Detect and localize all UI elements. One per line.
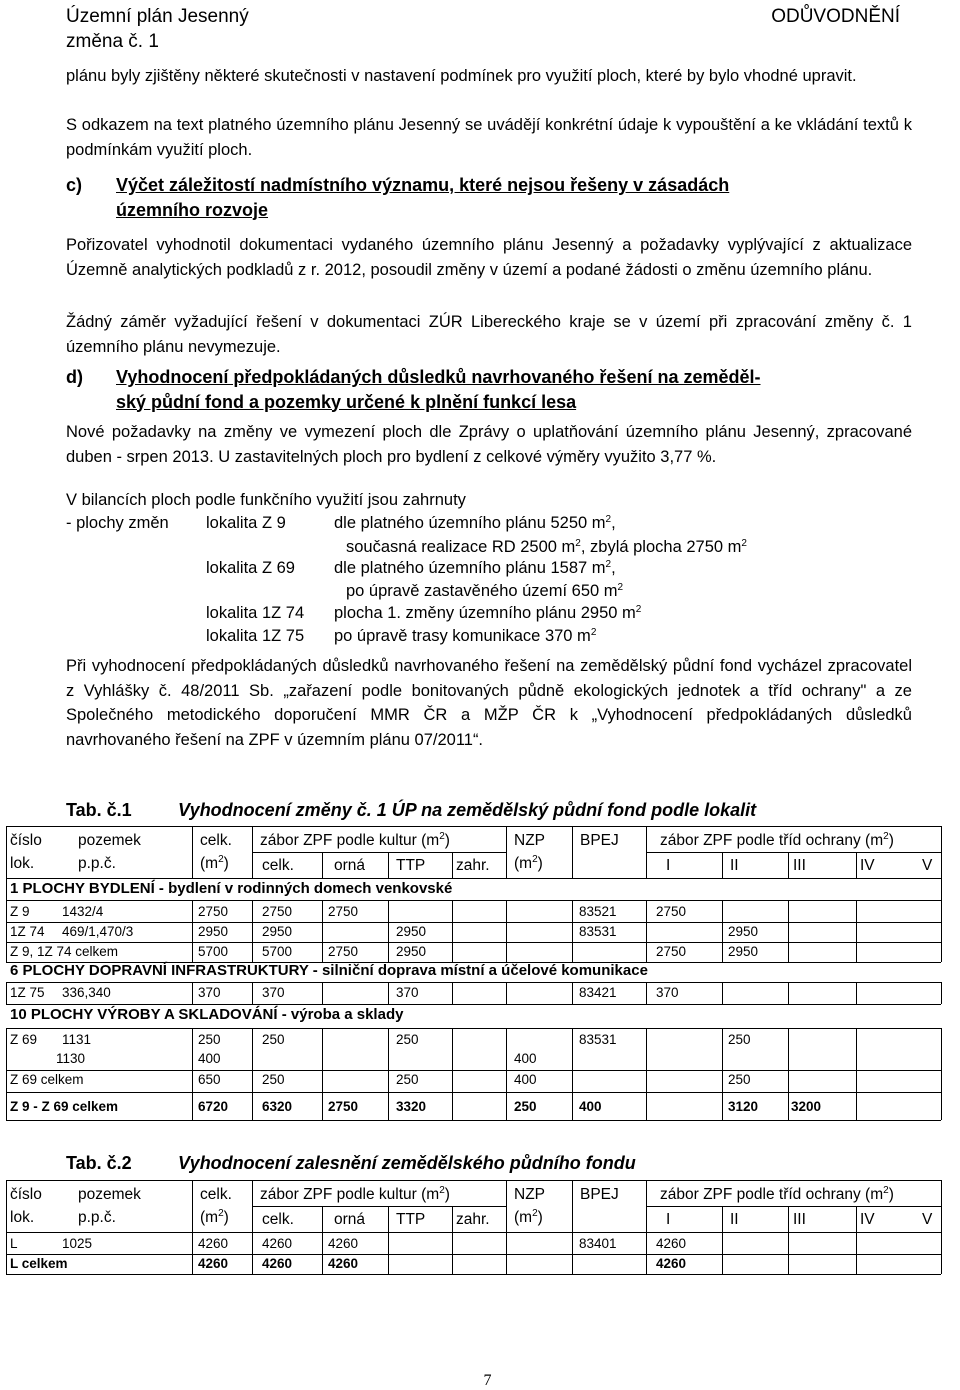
list-item-description: dle platného územního plánu 1587 $m^2$, [334, 559, 616, 577]
table-rule [252, 1206, 506, 1207]
cell-c3: 3200 [791, 1099, 822, 1114]
table-rule [572, 982, 573, 1004]
section-c-title-1: Výčet záležitostí nadmístního významu, které nejsou řešeny v zásadách [116, 175, 730, 195]
header-bpej: BPEJ [580, 1186, 619, 1203]
table-rule [6, 982, 7, 1004]
header-class-I: I [666, 1211, 671, 1228]
table-rule [572, 1028, 573, 1120]
table-rule [6, 1180, 7, 1232]
cell-kc: 250 [262, 1032, 285, 1047]
header-pozemek: pozemek [78, 832, 141, 849]
cell-ttp: 370 [396, 985, 419, 1000]
header-ppc: p.p.č. [78, 855, 116, 872]
table-rule [722, 1028, 723, 1120]
cell-bpej: 83531 [579, 924, 617, 939]
header-lok: lok. [10, 855, 35, 872]
table-rule [252, 852, 506, 853]
list-item-location: lokalita Z 9 [206, 514, 286, 532]
table-rule [941, 982, 942, 1004]
cell-c1: 2750 [656, 944, 687, 959]
cell-c2: 250 [728, 1032, 751, 1047]
table-rule [6, 1070, 941, 1071]
title-line-1: Územní plán Jesenný [66, 6, 249, 27]
table-rule [252, 900, 253, 962]
table-rule [506, 900, 507, 962]
header-ttp: TTP [396, 857, 426, 874]
table-rule [6, 1004, 941, 1005]
table-rule [856, 1028, 857, 1120]
header-celk-2: celk. [262, 1211, 294, 1228]
section-d-paragraph-2: V bilancích ploch podle funkčního využití jsou zahrnuty [66, 491, 466, 509]
header-celk-2: celk. [262, 857, 294, 874]
cell-orna: 4260 [328, 1236, 359, 1251]
table-rule [722, 982, 723, 1004]
list-item-description: po úpravě trasy komunikace 370 $m^2$ [334, 627, 597, 645]
cell-lok: 1Z 75 [10, 985, 45, 1000]
header-class-IV: IV [860, 857, 875, 874]
table-rule [6, 1092, 941, 1093]
cell-bpej: 83521 [579, 904, 617, 919]
table-rule [6, 1028, 941, 1029]
cell-orna: 4260 [328, 1256, 359, 1271]
section-d-title-1: Vyhodnocení předpokládaných důsledků navrhovaného řešení na zeměděl- [116, 367, 761, 387]
table-rule [6, 878, 941, 879]
document-title [66, 4, 249, 54]
intro-paragraph-1: plánu byly zjištěny některé skutečnosti v nastavení podmínek pro využití ploch, které by bylo vhodné upravit. [66, 67, 857, 85]
cell-bpej: 83531 [579, 1032, 617, 1047]
cell-pozemek: 469/1,470/3 [62, 924, 134, 939]
header-class-III: III [793, 1211, 806, 1228]
table-rule [941, 1028, 942, 1120]
header-bpej: BPEJ [580, 832, 619, 849]
header-pozemek: pozemek [78, 1186, 141, 1203]
table-rule [6, 1028, 7, 1120]
cell-c2: 250 [728, 1072, 751, 1087]
header-trid: zábor ZPF podle tříd ochrany $(m^2)$ [660, 1185, 894, 1203]
table2-title: Vyhodnocení zalesnění zemědělského půdního fondu [178, 1153, 636, 1173]
header-m2: $(m^2)$ [200, 854, 229, 872]
cell-bpej: 83421 [579, 985, 617, 1000]
table-rule [646, 1180, 647, 1232]
table-rule [941, 1180, 942, 1232]
cell-c1: 370 [656, 985, 679, 1000]
table-rule [6, 900, 7, 962]
header-zahr: zahr. [456, 1211, 490, 1228]
table-rule [6, 1274, 941, 1275]
cell-celk: 4260 [198, 1256, 229, 1271]
header-class-V: V [922, 857, 933, 874]
cell-orna: 2750 [328, 1099, 359, 1114]
table-rule [452, 1232, 453, 1274]
table-rule [572, 1232, 573, 1274]
header-lok: lok. [10, 1209, 35, 1226]
list-item-location: lokalita 1Z 74 [206, 604, 305, 622]
table-rule [646, 1028, 647, 1120]
cell-c1: 2750 [656, 904, 687, 919]
section-heading: ODŮVODNĚNÍ [771, 6, 900, 27]
table-rule [646, 826, 647, 878]
header-class-II: II [730, 857, 739, 874]
cell-celk: 250 [198, 1032, 221, 1047]
cell-kc: 2950 [262, 924, 293, 939]
section-d-paragraph-3: Při vyhodnocení předpokládaných důsledků navrhovaného řešení na zemědělský půdní fond vycházel zpracovatel z Vyhlášky č. 48/2011 Sb. „zařazení podle bonitovaných půdně ekologických jednotek a tříd ochrany" a ze Společného metodického doporučení MMR ČR a MŽP ČR k „Vyhodnocení předpokládaných důsledků navrhovaného řešení na ZPF v územním plánu 07/2011“. [66, 657, 912, 749]
table-rule [252, 1232, 253, 1274]
table-rule [856, 900, 857, 962]
cell-lok: Z 9, 1Z 74 celkem [10, 944, 119, 959]
table-rule [6, 1232, 7, 1274]
cell-lok: Z 69 [10, 1032, 38, 1047]
table-rule [252, 826, 253, 878]
header-orna: orná [334, 857, 366, 874]
table-rule [322, 1028, 323, 1120]
table-rule [322, 852, 323, 878]
table-rule [506, 826, 507, 878]
table-rule [646, 900, 647, 962]
table-rule [388, 1028, 389, 1120]
table-rule [788, 1232, 789, 1274]
table-rule [6, 826, 7, 878]
table-rule [722, 852, 723, 878]
cell-pozemek: 336,340 [62, 985, 111, 1000]
section-d-paragraph-1: Nové požadavky na změny ve vymezení ploch dle Zprávy o uplatňování územního plánu Jesenný, zpracované duben - srpen 2013. U zastavitelných ploch pro bydlení z celkové výměry využito 3,77 %. [66, 423, 912, 466]
cell-kc: 250 [262, 1072, 285, 1087]
header-kultur: zábor ZPF podle kultur $(m^2)$ [260, 1185, 450, 1203]
list-item-description: plocha 1. změny územního plánu 2950 $m^2$ [334, 604, 642, 622]
table-rule [452, 1206, 453, 1232]
cell-ttp: 250 [396, 1072, 419, 1087]
table-rule [6, 1232, 941, 1233]
table1-number: Tab. č.1 [66, 800, 132, 820]
table-rule [6, 1120, 941, 1121]
table-rule [322, 900, 323, 962]
cell-ttp: 250 [396, 1032, 419, 1047]
table-rule [6, 1180, 941, 1181]
section-row-title: 10 PLOCHY VÝROBY A SKLADOVÁNÍ - výroba a sklady [10, 1006, 404, 1023]
list-label: - plochy změn [66, 514, 169, 532]
cell-lok: 1Z 74 [10, 924, 45, 939]
table1-title: Vyhodnocení změny č. 1 ÚP na zemědělský půdní fond podle lokalit [178, 800, 757, 820]
cell-celk: 370 [198, 985, 221, 1000]
header-zahr: zahr. [456, 857, 490, 874]
header-m2: $(m^2)$ [200, 1208, 229, 1226]
table-rule [322, 1232, 323, 1274]
cell-pozemek: 1432/4 [62, 904, 104, 919]
table-rule [322, 982, 323, 1004]
list-item-location: lokalita Z 69 [206, 559, 295, 577]
header-nzp-m2: $(m^2)$ [514, 1208, 543, 1226]
table2-number: Tab. č.2 [66, 1153, 132, 1173]
table-rule [572, 1180, 573, 1232]
cell-kc: 2750 [262, 904, 293, 919]
table-rule [788, 1206, 789, 1232]
section-d-heading [66, 365, 926, 415]
cell-kc: 5700 [262, 944, 293, 959]
table-rule [192, 1180, 193, 1232]
table-rule [388, 852, 389, 878]
section-row-title: 6 PLOCHY DOPRAVNÍ INFRASTRUKTURY - silniční doprava místní a účelové komunikace [10, 962, 648, 979]
table-rule [788, 982, 789, 1004]
cell-ttp: 3320 [396, 1099, 427, 1114]
table-rule [572, 826, 573, 878]
list-item-description: po úpravě zastavěného území 650 $m^2$ [346, 582, 624, 600]
table-rule [646, 852, 941, 853]
table-rule [506, 1232, 507, 1274]
table-rule [192, 1028, 193, 1120]
header-nzp: NZP [514, 832, 545, 849]
table-rule [6, 922, 941, 923]
table-rule [788, 900, 789, 962]
table-rule [788, 852, 789, 878]
cell-kc: 4260 [262, 1236, 293, 1251]
table-rule [388, 1206, 389, 1232]
cell-celk: 6720 [198, 1099, 229, 1114]
table-rule [722, 1206, 723, 1232]
section-c-heading [66, 173, 926, 223]
table-rule [388, 1232, 389, 1274]
cell-nzp: 250 [514, 1099, 537, 1114]
cell-celk: 4260 [198, 1236, 229, 1251]
header-ttp: TTP [396, 1211, 426, 1228]
table-rule [788, 1028, 789, 1120]
table-rule [252, 1180, 253, 1232]
cell-celk: 2750 [198, 904, 229, 919]
cell-lok: Z 9 - Z 69 celkem [10, 1099, 119, 1114]
section-row-title: 1 PLOCHY BYDLENÍ - bydlení v rodinných domech venkovské [10, 880, 453, 897]
header-class-II: II [730, 1211, 739, 1228]
cell-pozemek: 1025 [62, 1236, 93, 1251]
page-number: 7 [483, 1372, 492, 1389]
cell-nzp: 400 [514, 1072, 537, 1087]
table-rule [722, 900, 723, 962]
table2 [6, 1180, 941, 1276]
table2-caption [66, 1153, 916, 1177]
cell-c1: 4260 [656, 1256, 687, 1271]
header-ppc: p.p.č. [78, 1209, 116, 1226]
table-rule [6, 1254, 941, 1255]
cell-pozemek: 1131 [62, 1032, 92, 1047]
cell-celk: 5700 [198, 944, 229, 959]
cell-c2: 2950 [728, 944, 759, 959]
title-line-2: změna č. 1 [66, 31, 159, 52]
table-rule [722, 1232, 723, 1274]
intro-paragraph-2: S odkazem na text platného územního plánu Jesenný se uvádějí konkrétní údaje k vypouštění a ke vkládání textů k podmínkám využití ploch. [66, 116, 912, 159]
section-c-paragraph-2: Žádný záměr vyžadující řešení v dokumentaci ZÚR Libereckého kraje se v území při zpracování změny č. 1 územního plánu nevymezuje. [66, 313, 912, 356]
table-rule [252, 982, 253, 1004]
table-rule [856, 852, 857, 878]
header-celk: celk. [200, 832, 232, 849]
table-rule [646, 1232, 647, 1274]
table-rule [6, 982, 941, 983]
table-rule [452, 1028, 453, 1120]
table-rule [6, 942, 941, 943]
section-c-label: c) [66, 175, 83, 195]
cell-pozemek: 1130 [56, 1051, 86, 1066]
header-orna: orná [334, 1211, 366, 1228]
table-rule [856, 1232, 857, 1274]
header-nzp-m2: $(m^2)$ [514, 854, 543, 872]
table-rule [572, 900, 573, 962]
cell-nzp: 400 [514, 1051, 537, 1066]
header-cislo: číslo [10, 832, 42, 849]
table-rule [941, 878, 942, 900]
table-rule [506, 1180, 507, 1232]
table-rule [856, 982, 857, 1004]
header-nzp: NZP [514, 1186, 545, 1203]
cell-ttp: 2950 [396, 924, 427, 939]
header-class-IV: IV [860, 1211, 875, 1228]
cell-bpej: 83401 [579, 1236, 617, 1251]
section-d-label: d) [66, 367, 83, 387]
cell-kc: 4260 [262, 1256, 293, 1271]
section-d-title-2: ský půdní fond a pozemky určené k plnění funkcí lesa [116, 391, 577, 412]
table-rule [6, 878, 7, 900]
table-rule [646, 1206, 941, 1207]
table-rule [452, 900, 453, 962]
list-item-location: lokalita 1Z 75 [206, 627, 305, 645]
cell-orna: 2750 [328, 944, 359, 959]
table-rule [192, 982, 193, 1004]
section-c-paragraph-1: Pořizovatel vyhodnotil dokumentaci vydaného územního plánu Jesenný a požadavky vyplývající z aktualizace Územně analytických podkladů z r. 2012, posoudil změny v území a podané žádosti o změnu územního plánu. [66, 236, 912, 279]
table-rule [6, 900, 941, 901]
table-rule [856, 1206, 857, 1232]
cell-celk: 400 [198, 1051, 221, 1066]
table-rule [192, 900, 193, 962]
cell-lok: Z 9 [10, 904, 30, 919]
table-rule [452, 982, 453, 1004]
table-rule [252, 1028, 253, 1120]
cell-c1: 4260 [656, 1236, 687, 1251]
table-rule [192, 826, 193, 878]
header-class-III: III [793, 857, 806, 874]
table-rule [6, 826, 941, 827]
header-class-V: V [922, 1211, 933, 1228]
cell-orna: 2750 [328, 904, 359, 919]
header-trid: zábor ZPF podle tříd ochrany $(m^2)$ [660, 831, 894, 849]
cell-celk: 2950 [198, 924, 229, 939]
header-class-I: I [666, 857, 671, 874]
header-kultur: zábor ZPF podle kultur $(m^2)$ [260, 831, 450, 849]
table-rule [192, 1232, 193, 1274]
table1-caption [66, 800, 916, 824]
table-rule [506, 982, 507, 1004]
table-rule [646, 982, 647, 1004]
cell-kc: 370 [262, 985, 285, 1000]
table1 [6, 826, 941, 1122]
list-item-description: dle platného územního plánu 5250 $m^2$, [334, 514, 616, 532]
cell-lok: L [10, 1236, 18, 1251]
table-rule [388, 982, 389, 1004]
header-cislo: číslo [10, 1186, 42, 1203]
cell-kc: 6320 [262, 1099, 293, 1114]
table-rule [941, 1232, 942, 1274]
header-celk: celk. [200, 1186, 232, 1203]
table-rule [941, 900, 942, 962]
cell-lok: L celkem [10, 1256, 68, 1271]
cell-c2: 3120 [728, 1099, 759, 1114]
cell-lok: Z 69 celkem [10, 1072, 84, 1087]
cell-bpej: 400 [579, 1099, 602, 1114]
cell-celk: 650 [198, 1072, 221, 1087]
table-rule [941, 826, 942, 878]
list-item-description: současná realizace RD 2500 $m^2$, zbylá plocha 2750 $m^2$ [346, 538, 747, 556]
cell-c2: 2950 [728, 924, 759, 939]
table-rule [506, 1028, 507, 1120]
table-rule [388, 900, 389, 962]
section-c-title-2: územního rozvoje [116, 199, 269, 220]
cell-ttp: 2950 [396, 944, 427, 959]
table-rule [322, 1206, 323, 1232]
table-rule [452, 852, 453, 878]
